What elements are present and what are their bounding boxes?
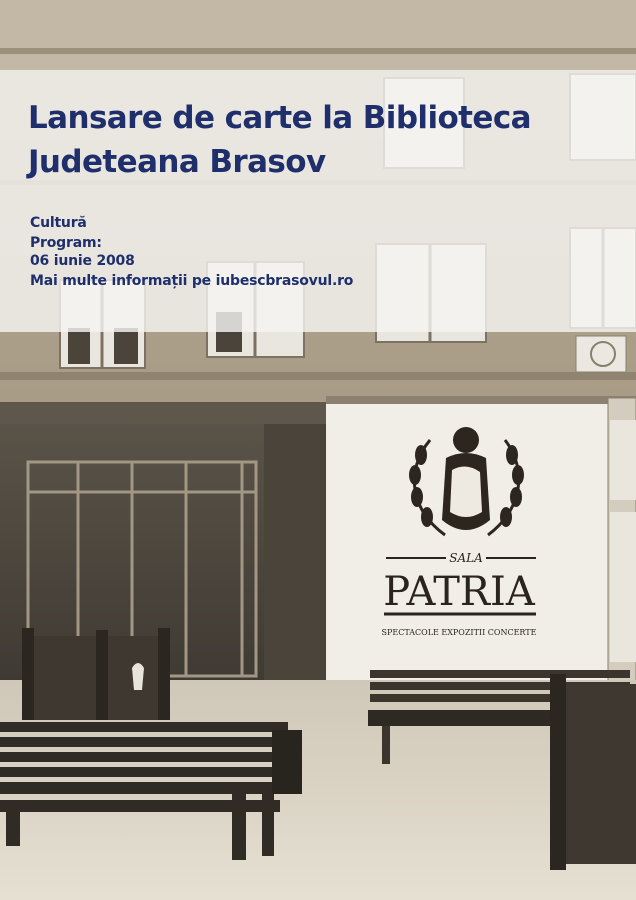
sign-top-text: SALA — [449, 551, 483, 565]
planter-left — [22, 628, 170, 720]
event-details — [30, 214, 590, 290]
event-title-line2: Judeteana Brasov — [28, 144, 326, 180]
planter-right — [550, 674, 636, 870]
event-date: 06 iunie 2008 — [30, 253, 135, 269]
event-category: Cultură — [30, 215, 87, 231]
event-title — [28, 96, 588, 184]
sign-bottom-text: SPECTACOLE EXPOZITII CONCERTE — [381, 628, 537, 637]
event-title-line1: Lansare de carte la Biblioteca — [28, 100, 531, 136]
more-info-link[interactable]: Mai multe informații pe iubescbrasovul.ro — [30, 273, 354, 289]
sign-name-text: PATRIA — [383, 569, 535, 615]
program-label: Program: — [30, 235, 102, 251]
